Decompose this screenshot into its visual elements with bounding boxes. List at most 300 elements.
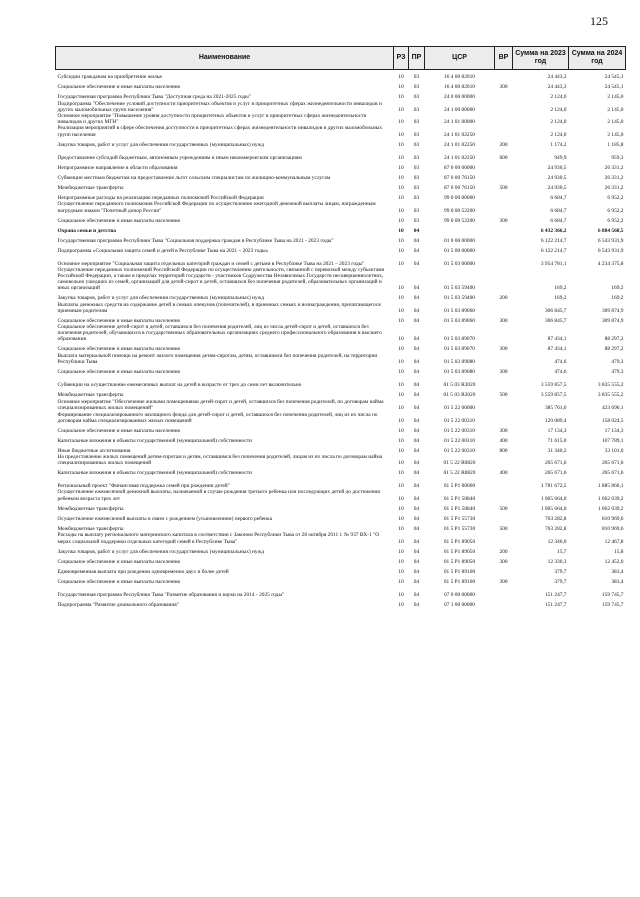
cell-name: Формирование специализированного жилищного фонда для детей-сирот и детей, оставшихся без попечения родителей, лиц из их числа по договорам найма специализированных жилых помещений — [57, 411, 378, 424]
cell-csr: 01 5 P1 89050 — [443, 548, 476, 555]
cell-sum-2024: 6 884 568,5 — [597, 227, 624, 234]
cell-sum-2023: 120 089,4 — [544, 417, 567, 424]
cell-csr: 01 5 22 00310 — [444, 437, 475, 444]
cell-rz: 10 — [398, 460, 404, 467]
cell-sum-2024: 3 835 555,2 — [597, 391, 624, 398]
cell-name: Социальное обеспечение и иные выплаты населению — [57, 558, 181, 565]
cell-name: Государственная программа Республики Тыва "Развитие образования и науки на 2014 - 2025 годы" — [57, 591, 285, 598]
cell-rz: 10 — [398, 119, 404, 126]
cell-pr: 04 — [413, 538, 420, 545]
cell-sum-2024: 33 101,0 — [604, 447, 624, 454]
cell-vr: 300 — [499, 578, 508, 585]
cell-rz: 10 — [398, 154, 404, 161]
budget-table — [55, 46, 626, 608]
cell-sum-2024: 107 789,1 — [601, 437, 624, 444]
cell-name: Закупка товаров, работ и услуг для обеспечения государственных (муниципальных) нужд — [57, 141, 265, 148]
cell-sum-2024: 2 145,0 — [607, 93, 624, 100]
cell-rz: 10 — [398, 227, 404, 234]
cell-vr — [495, 598, 513, 608]
cell-vr — [495, 353, 513, 365]
cell-pr: 04 — [413, 558, 420, 565]
table-row — [56, 522, 626, 532]
cell-sum-2023: 474,6 — [554, 358, 567, 365]
table-row — [56, 181, 626, 191]
cell-pr: 04 — [413, 260, 420, 267]
cell-vr — [495, 100, 513, 113]
cell-rz: 10 — [398, 247, 404, 254]
cell-pr: 04 — [413, 307, 420, 314]
table-row — [56, 532, 626, 545]
table-row — [56, 575, 626, 585]
table-row — [56, 585, 626, 598]
cell-pr: 04 — [413, 336, 420, 343]
cell-csr: 01 5 03 59400 — [444, 285, 475, 292]
cell-name: Осуществление переданного полномочия Российской Федерации по осуществлению ежегодной денежной выплаты лицам, награжденным нагрудным знаком "Почетный донор России" — [57, 201, 376, 214]
cell-rz: 10 — [398, 295, 404, 302]
cell-sum-2024: 479,3 — [611, 358, 624, 365]
cell-sum-2024: 479,3 — [611, 368, 624, 375]
cell-csr: 24 1 01 02250 — [444, 154, 475, 161]
table-row — [56, 224, 626, 234]
table-row — [56, 454, 626, 466]
cell-pr: 04 — [413, 568, 420, 575]
cell-csr: 87 0 00 00000 — [444, 164, 475, 171]
cell-sum-2023: 1 005 664,0 — [540, 505, 567, 512]
header-vr: ВР — [495, 47, 513, 70]
cell-vr — [495, 254, 513, 267]
cell-sum-2024: 810 969,6 — [601, 515, 624, 522]
cell-rz: 10 — [398, 591, 404, 598]
table-row — [56, 113, 626, 125]
cell-sum-2023: 6 684,7 — [550, 217, 567, 224]
cell-name: Межбюджетные трансферты — [57, 391, 124, 398]
cell-csr: 01 5 22 00310 — [444, 417, 475, 424]
table-row — [56, 424, 626, 434]
cell-csr: 01 5 22 00310 — [444, 447, 475, 454]
cell-csr: 99 0 00 52200 — [444, 217, 475, 224]
table-row — [56, 100, 626, 113]
cell-sum-2024: 2 145,0 — [607, 119, 624, 126]
table-row — [56, 267, 626, 292]
table-row — [56, 343, 626, 353]
cell-csr: 01 5 03 R3020 — [443, 381, 476, 388]
cell-sum-2024: 3 835 555,2 — [597, 381, 624, 388]
cell-sum-2024: 4 234 375,8 — [597, 260, 624, 267]
cell-rz: 10 — [398, 515, 404, 522]
cell-vr: 500 — [499, 505, 508, 512]
cell-csr: 24 1 01 02250 — [444, 141, 475, 148]
cell-sum-2024: 26 331,2 — [604, 184, 624, 191]
cell-vr: 500 — [499, 184, 508, 191]
cell-name: Охрана семьи и детства — [57, 227, 116, 234]
cell-rz: 10 — [398, 141, 404, 148]
cell-rz: 10 — [398, 336, 404, 343]
cell-csr: 01 5 22 R0820 — [443, 470, 476, 477]
cell-rz: 10 — [398, 437, 404, 444]
cell-vr — [495, 375, 513, 388]
cell-vr — [495, 489, 513, 501]
cell-pr: 04 — [413, 525, 420, 532]
cell-csr: 01 5 22 R0820 — [443, 460, 476, 467]
cell-name: На предоставление жилых помещений детям-сиротам и детям, оставшимся без попечения родителей, лицам из их числа по договорам найма специализированных жилых помещений — [57, 454, 383, 467]
cell-name: Государственная программа Республики Тыва "Доступная среда на 2021-2025 годы" — [57, 93, 251, 100]
cell-sum-2023: 2 124,0 — [550, 131, 567, 138]
cell-csr: 87 0 00 76150 — [444, 184, 475, 191]
cell-sum-2024: 6 952,2 — [607, 207, 624, 214]
cell-pr: 04 — [413, 381, 420, 388]
cell-rz: 10 — [398, 164, 404, 171]
cell-sum-2023: 15,7 — [557, 548, 567, 555]
table-row — [56, 125, 626, 137]
table-row — [56, 324, 626, 343]
cell-name: Социальное обеспечение и иные выплаты населению — [57, 346, 181, 353]
cell-pr: 04 — [413, 495, 420, 502]
table-row — [56, 365, 626, 375]
cell-sum-2023: 6 684,7 — [550, 207, 567, 214]
cell-name: Единовременная выплата при рождении одновременно двух и более детей — [57, 568, 229, 575]
cell-sum-2024: 6 952,2 — [607, 194, 624, 201]
table-row — [56, 502, 626, 512]
cell-vr: 300 — [499, 427, 508, 434]
cell-vr: 300 — [499, 317, 508, 324]
cell-name: Подпрограмма "Обеспечение условий доступности приоритетных объектов и услуг в приоритетных сферах жизнедеятельности инвалидов и других маломобильных групп населения" — [57, 100, 382, 113]
table-row — [56, 80, 626, 90]
cell-pr: 04 — [413, 237, 420, 244]
table-row — [56, 598, 626, 608]
cell-vr — [495, 411, 513, 424]
cell-rz: 10 — [398, 317, 404, 324]
cell-sum-2023: 474,6 — [554, 368, 567, 375]
cell-name: Основное мероприятие "Социальная защита отдельных категорий граждан и семей с детьми в Республике Тыва на 2021 – 2023 годы" — [57, 260, 365, 267]
cell-sum-2024: 26 331,2 — [604, 164, 624, 171]
cell-csr: 87 0 00 76150 — [444, 174, 475, 181]
table-row — [56, 353, 626, 365]
cell-vr: 400 — [499, 470, 508, 477]
cell-name: Капитальные вложения в объекты государственной (муниципальной) собственности — [57, 470, 252, 477]
cell-sum-2023: 24 930,5 — [547, 174, 567, 181]
cell-csr: 01 5 03 89060 — [444, 317, 475, 324]
cell-name: Закупка товаров, работ и услуг для обеспечения государственных (муниципальных) нужд — [57, 548, 265, 555]
cell-rz: 10 — [398, 368, 404, 375]
cell-csr: 24 1 00 00000 — [444, 106, 475, 113]
header-sum-2024: Сумма на 2024 год — [569, 47, 626, 70]
cell-sum-2023: 949,9 — [554, 154, 567, 161]
cell-vr — [495, 234, 513, 244]
header-pr: ПР — [409, 47, 425, 70]
cell-sum-2023: 3 559 857,5 — [540, 391, 567, 398]
cell-sum-2023: 24 930,5 — [547, 184, 567, 191]
cell-vr — [495, 90, 513, 100]
cell-rz: 10 — [398, 427, 404, 434]
cell-sum-2023: 6 684,7 — [550, 194, 567, 201]
cell-sum-2024: 12 467,8 — [604, 538, 624, 545]
cell-csr: 01 5 P1 89100 — [443, 578, 476, 585]
table-row — [56, 90, 626, 100]
cell-csr: 01 5 03 00000 — [444, 260, 475, 267]
cell-csr: 01 5 00 00000 — [444, 247, 475, 254]
cell-vr — [495, 244, 513, 254]
table-row — [56, 161, 626, 171]
cell-vr: 500 — [499, 525, 508, 532]
cell-name: Выплаты денежных средств на содержание детей в семьях опекунов (попечителей), в приемных семьях и вознаграждения, причитающегося приемным родителям — [57, 301, 381, 314]
cell-pr: 03 — [413, 93, 420, 100]
cell-vr — [495, 191, 513, 201]
cell-name: Социальное обеспечение и иные выплаты населению — [57, 83, 181, 90]
cell-pr: 03 — [413, 184, 420, 191]
cell-pr: 04 — [413, 285, 420, 292]
header-csr: ЦСР — [425, 47, 495, 70]
cell-sum-2023: 379,7 — [554, 578, 567, 585]
cell-csr: 01 5 P1 89050 — [443, 558, 476, 565]
cell-name: Осуществление ежемесячной денежной выплаты, назначаемой в случае рождения третьего ребенка или последующих детей до достижения ребенком возраста трех лет — [57, 489, 380, 502]
cell-vr: 300 — [499, 83, 508, 90]
cell-csr: 24 1 01 02250 — [444, 131, 475, 138]
cell-csr — [425, 224, 495, 234]
cell-csr: 01 5 03 59400 — [444, 295, 475, 302]
cell-vr: 300 — [499, 558, 508, 565]
cell-vr — [495, 125, 513, 137]
cell-vr — [495, 302, 513, 314]
table-row — [56, 489, 626, 501]
cell-csr: 99 0 00 00000 — [444, 194, 475, 201]
cell-name: Социальное обеспечение и иные выплаты населению — [57, 368, 181, 375]
table-row — [56, 292, 626, 302]
cell-sum-2023: 169,2 — [554, 285, 567, 292]
cell-pr: 03 — [413, 174, 420, 181]
cell-pr: 04 — [413, 317, 420, 324]
table-row — [56, 444, 626, 454]
cell-vr — [495, 532, 513, 545]
cell-vr — [495, 512, 513, 522]
cell-pr: 03 — [413, 164, 420, 171]
table-row — [56, 388, 626, 398]
cell-vr — [495, 171, 513, 181]
cell-name: Подпрограмма "Развитие дошкольного образования" — [57, 601, 179, 608]
cell-csr: 01 5 03 89080 — [444, 368, 475, 375]
cell-sum-2024: 24 545,1 — [604, 73, 624, 80]
cell-sum-2024: 383,4 — [611, 578, 624, 585]
cell-name: Социальное обеспечение и иные выплаты населению — [57, 317, 181, 324]
table-header-row — [56, 47, 626, 70]
cell-pr: 04 — [413, 591, 420, 598]
cell-sum-2024: 959,3 — [611, 154, 624, 161]
table-row — [56, 191, 626, 201]
cell-pr: 03 — [413, 217, 420, 224]
cell-sum-2024: 17 134,3 — [604, 427, 624, 434]
cell-sum-2023: 169,2 — [554, 295, 567, 302]
table-row — [56, 214, 626, 224]
table-row — [56, 171, 626, 181]
cell-sum-2024: 383,4 — [611, 568, 624, 575]
cell-sum-2024: 309 874,9 — [601, 307, 624, 314]
cell-csr: 01 5 P1 50840 — [443, 505, 476, 512]
cell-name: Социальное обеспечение и иные выплаты населению — [57, 217, 181, 224]
cell-pr: 04 — [413, 295, 420, 302]
cell-sum-2023: 1 005 664,0 — [540, 495, 567, 502]
cell-sum-2023: 24 443,3 — [547, 73, 567, 80]
cell-csr: 01 5 03 89070 — [444, 336, 475, 343]
cell-rz: 10 — [398, 260, 404, 267]
cell-sum-2023: 3 559 857,5 — [540, 381, 567, 388]
cell-rz: 10 — [398, 495, 404, 502]
table-row — [56, 466, 626, 476]
cell-csr: 16 4 00 82010 — [444, 73, 475, 80]
cell-pr: 04 — [413, 548, 420, 555]
cell-csr: 01 5 03 89070 — [444, 346, 475, 353]
cell-rz: 10 — [398, 568, 404, 575]
cell-csr: 01 5 P1 55730 — [443, 515, 476, 522]
cell-pr: 04 — [413, 247, 420, 254]
cell-rz: 10 — [398, 73, 404, 80]
cell-pr: 04 — [413, 346, 420, 353]
cell-csr: 01 5 P1 89050 — [443, 538, 476, 545]
cell-rz: 10 — [398, 391, 404, 398]
cell-pr: 03 — [413, 194, 420, 201]
cell-sum-2024: 265 671,6 — [601, 470, 624, 477]
cell-name: Основное мероприятие "Повышение уровня доступности приоритетных объектов и услуг в приоритетных сферах жизнедеятельности инвалидов и других МГН" — [57, 113, 367, 126]
cell-rz: 10 — [398, 184, 404, 191]
cell-name: Субвенции на осуществление ежемесячных выплат на детей в возрасте от трех до семи лет включительно — [57, 381, 302, 388]
table-row — [56, 565, 626, 575]
cell-vr: 300 — [499, 217, 508, 224]
cell-vr — [495, 161, 513, 171]
cell-pr: 04 — [413, 470, 420, 477]
cell-sum-2024: 169,2 — [611, 295, 624, 302]
cell-csr: 07 0 00 00000 — [444, 591, 475, 598]
cell-sum-2024: 159 745,7 — [601, 601, 624, 608]
table-row — [56, 545, 626, 555]
table-row — [56, 234, 626, 244]
cell-csr: 01 5 03 R3020 — [443, 391, 476, 398]
cell-pr: 04 — [413, 447, 420, 454]
table-row — [56, 254, 626, 267]
cell-sum-2024: 158 024,5 — [601, 417, 624, 424]
cell-csr: 01 5 03 89080 — [444, 358, 475, 365]
cell-rz: 10 — [398, 207, 404, 214]
header-rz: РЗ — [394, 47, 409, 70]
cell-pr: 03 — [413, 119, 420, 126]
cell-sum-2023: 2 124,0 — [550, 119, 567, 126]
cell-sum-2023: 1 781 672,5 — [540, 483, 567, 490]
cell-name: Предоставление субсидий бюджетным, автономным учреждениям и иным некоммерческим организациям — [57, 154, 302, 161]
cell-sum-2023: 306 845,7 — [544, 317, 567, 324]
cell-name: Межбюджетные трансферты — [57, 525, 124, 532]
cell-csr: 01 5 P1 55730 — [443, 525, 476, 532]
cell-csr: 01 5 22 00310 — [444, 427, 475, 434]
cell-sum-2023: 265 671,6 — [544, 470, 567, 477]
cell-vr — [495, 113, 513, 125]
cell-rz: 10 — [398, 83, 404, 90]
cell-sum-2024: 1 062 039,2 — [597, 495, 624, 502]
cell-rz: 10 — [398, 285, 404, 292]
cell-name: Закупка товаров, работ и услуг для обеспечения государственных (муниципальных) нужд — [57, 295, 265, 302]
cell-rz: 10 — [398, 525, 404, 532]
cell-vr — [495, 224, 513, 234]
cell-name: Субвенции местным бюджетам на предоставление льгот сельским специалистам по жилищно-коммунальным услугам — [57, 174, 331, 181]
cell-name: Субсидии гражданам на приобретение жилья — [57, 73, 162, 80]
cell-sum-2023: 2 124,0 — [550, 93, 567, 100]
cell-rz: 10 — [398, 381, 404, 388]
cell-sum-2024: 6 952,2 — [607, 217, 624, 224]
cell-sum-2024: 26 331,2 — [604, 174, 624, 181]
cell-sum-2024: 15,8 — [614, 548, 624, 555]
cell-vr: 300 — [499, 346, 508, 353]
cell-sum-2023: 24 443,3 — [547, 83, 567, 90]
cell-vr: 600 — [499, 154, 508, 161]
table-row — [56, 434, 626, 444]
table-row — [56, 411, 626, 424]
table-body — [56, 70, 626, 608]
cell-sum-2023: 151 247,7 — [544, 591, 567, 598]
cell-rz: 10 — [398, 106, 404, 113]
cell-sum-2023: 265 671,6 — [544, 460, 567, 467]
table-row — [56, 476, 626, 489]
cell-sum-2024: 309 874,9 — [601, 317, 624, 324]
cell-vr: 300 — [499, 368, 508, 375]
cell-pr: 04 — [413, 578, 420, 585]
table-row — [56, 70, 626, 81]
cell-sum-2024: 24 545,1 — [604, 83, 624, 90]
cell-vr — [495, 476, 513, 489]
cell-pr: 04 — [413, 427, 420, 434]
cell-pr: 03 — [413, 141, 420, 148]
cell-name: Социальное обеспечение детей-сирот и детей, оставшихся без попечения родителей, лиц из числа детей-сирот и детей, оставшихся без попечения родителей, обучающихся в государственных образовательных организациях среднего профессионального образования и высшего образования — [57, 324, 382, 343]
cell-pr: 04 — [413, 505, 420, 512]
cell-sum-2023: 763 282,8 — [544, 515, 567, 522]
cell-sum-2024: 423 696,1 — [601, 404, 624, 411]
cell-sum-2023: 24 930,5 — [547, 164, 567, 171]
cell-vr: 500 — [499, 391, 508, 398]
cell-name: Капитальные вложения в объекты государственной (муниципальной) собственности — [57, 437, 252, 444]
cell-rz: 10 — [398, 346, 404, 353]
cell-rz: 10 — [398, 194, 404, 201]
cell-sum-2024: 88 297,2 — [604, 346, 624, 353]
cell-rz: 10 — [398, 578, 404, 585]
cell-pr: 04 — [413, 437, 420, 444]
cell-pr: 04 — [413, 404, 420, 411]
cell-pr: 03 — [413, 207, 420, 214]
cell-csr: 01 5 P1 50840 — [443, 495, 476, 502]
cell-rz: 10 — [398, 131, 404, 138]
cell-vr — [495, 454, 513, 466]
cell-pr: 04 — [413, 483, 420, 490]
cell-vr — [495, 267, 513, 292]
cell-pr: 04 — [413, 391, 420, 398]
cell-rz: 10 — [398, 417, 404, 424]
cell-csr: 01 5 22 00000 — [444, 404, 475, 411]
page-number: 125 — [590, 14, 608, 28]
cell-sum-2024: 1 062 039,2 — [597, 505, 624, 512]
cell-csr: 07 1 00 00000 — [444, 601, 475, 608]
cell-sum-2023: 151 247,7 — [544, 601, 567, 608]
cell-vr: 200 — [499, 548, 508, 555]
cell-rz: 10 — [398, 470, 404, 477]
cell-sum-2023: 87 434,1 — [547, 346, 567, 353]
table-row — [56, 138, 626, 148]
cell-sum-2023: 306 845,7 — [544, 307, 567, 314]
cell-sum-2023: 1 174,2 — [550, 141, 567, 148]
table-row — [56, 375, 626, 388]
cell-sum-2023: 17 134,3 — [547, 427, 567, 434]
cell-vr — [495, 70, 513, 81]
cell-pr: 04 — [413, 460, 420, 467]
cell-rz: 10 — [398, 558, 404, 565]
cell-sum-2024: 6 543 931,9 — [597, 237, 624, 244]
header-sum-2023: Сумма на 2023 год — [513, 47, 569, 70]
cell-rz: 10 — [398, 93, 404, 100]
cell-sum-2024: 265 671,6 — [601, 460, 624, 467]
cell-name: Выплата материальной помощи на ремонт жилого помещения детям-сиротам, детям, оставшимся без попечения родителей, на территории Республики Тыва — [57, 352, 378, 365]
